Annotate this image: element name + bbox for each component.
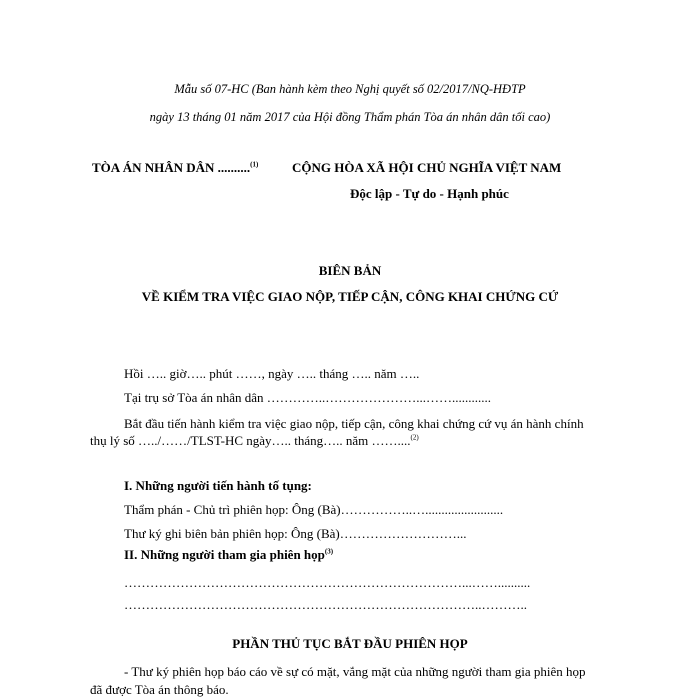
participants-dots-line1: ……………………………………………………………………...…….......... <box>124 575 531 590</box>
judge-line: Thẩm phán - Chủ trì phiên họp: Ông (Bà)……………..…........................ <box>124 502 504 517</box>
doc-title-line1: BIÊN BẢN <box>318 263 382 278</box>
court-name <box>92 160 258 176</box>
section3-para-line2: đã được Tòa án thông báo. <box>90 682 229 697</box>
nation-title: CỘNG HÒA XÃ HỘI CHỦ NGHĨA VIỆT NAM <box>292 160 562 175</box>
place-line: Tại trụ sở Tòa án nhân dân …………..…………………...……............ <box>124 390 491 405</box>
court-footnote: (1) <box>250 160 259 169</box>
nation-motto: Độc lập - Tự do - Hạnh phúc <box>350 186 509 201</box>
start-line2-text: thụ lý số …../……/TLST-HC ngày….. tháng….. năm …….... <box>90 433 411 448</box>
section2-heading <box>124 547 333 563</box>
time-line: Hồi ….. giờ….. phút ……, ngày ….. tháng ….. năm ….. <box>124 366 420 381</box>
clerk-line: Thư ký ghi biên bản phiên họp: Ông (Bà)………………………... <box>124 526 467 541</box>
start-line2 <box>90 433 419 449</box>
start-line1: Bắt đầu tiến hành kiểm tra việc giao nộp, tiếp cận, công khai chứng cứ vụ án hành chính <box>124 416 584 431</box>
doc-title-line2: VỀ KIỂM TRA VIỆC GIAO NỘP, TIẾP CẬN, CÔNG KHAI CHỨNG CỨ <box>141 289 559 304</box>
section3-heading: PHẦN THỦ TỤC BẮT ĐẦU PHIÊN HỌP <box>232 636 468 651</box>
header-note-line1: Mẫu số 07-HC (Ban hành kèm theo Nghị quyết số 02/2017/NQ-HĐTP <box>174 82 526 96</box>
start-footnote: (2) <box>410 433 419 442</box>
section2-footnote: (3) <box>324 547 334 556</box>
participants-dots-line2: ………………………………………………………………………..……….. <box>124 597 527 612</box>
court-name-text: TÒA ÁN NHÂN DÂN .......... <box>92 160 251 175</box>
section1-heading: I. Những người tiến hành tố tụng: <box>124 478 312 493</box>
section3-para-line1: - Thư ký phiên họp báo cáo về sự có mặt, vắng mặt của những người tham gia phiên họp <box>124 664 586 679</box>
header-note-line2: ngày 13 tháng 01 năm 2017 của Hội đồng Thẩm phán Tòa án nhân dân tối cao) <box>149 110 551 124</box>
section2-heading-text: II. Những người tham gia phiên họp <box>124 547 325 562</box>
